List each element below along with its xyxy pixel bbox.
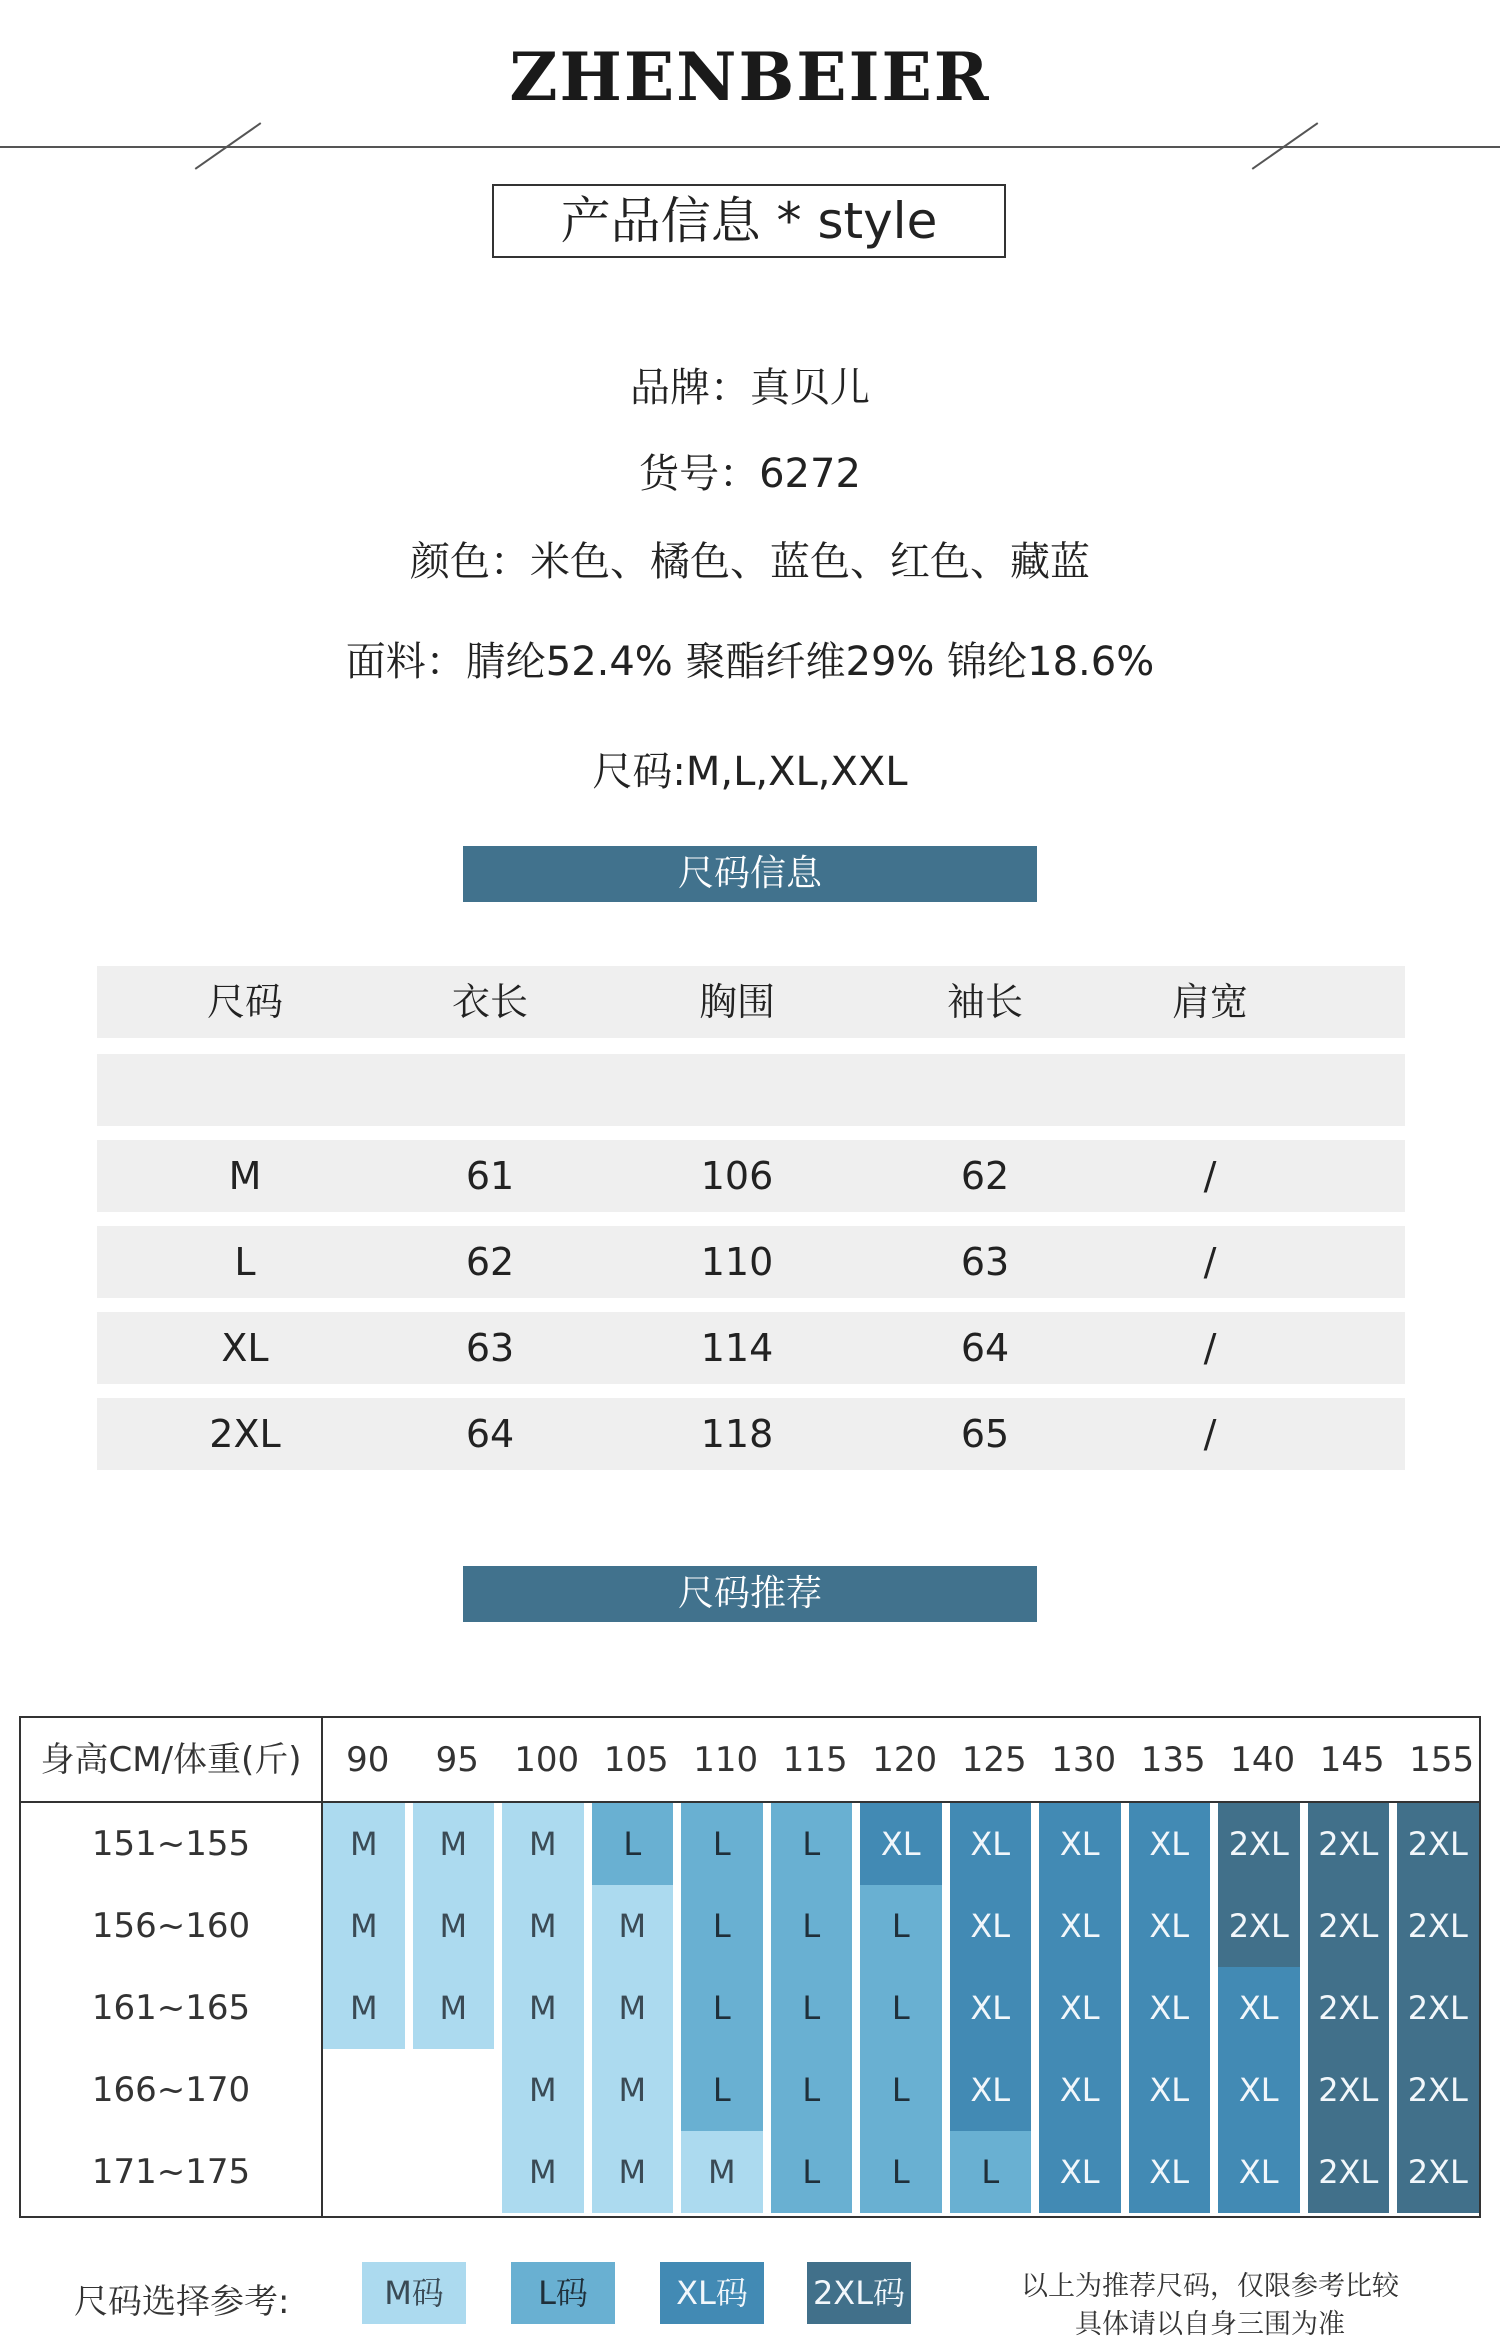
grid-weight-header: 135 — [1140, 1740, 1206, 1780]
note-line-2: 具体请以自身三围为准 — [1075, 2309, 1345, 2340]
grid-size-cell: XL — [1129, 2049, 1211, 2131]
size-table-row — [97, 1398, 1405, 1470]
size-table-cell: / — [1203, 1240, 1217, 1284]
grid-size-cell: 2XL — [1397, 2049, 1479, 2131]
size-table-spacer-row — [97, 1054, 1405, 1126]
grid-size-cell: 2XL — [1397, 1803, 1479, 1885]
size-table-cell: 114 — [700, 1326, 774, 1370]
grid-size-cell: L — [681, 1803, 763, 1885]
grid-size-cell: 2XL — [1308, 2049, 1390, 2131]
size-table-cell: 肩宽 — [1171, 980, 1248, 1024]
grid-size-cell: L — [771, 1967, 853, 2049]
grid-size-cell: M — [502, 1885, 584, 1967]
grid-size-cell: M — [413, 1885, 495, 1967]
grid-size-cell: XL — [1129, 2131, 1211, 2213]
grid-size-cell: XL — [1129, 1885, 1211, 1967]
grid-size-cell: L — [950, 2131, 1032, 2213]
size-table-cell: 61 — [465, 1154, 515, 1198]
sizes-line: 尺码:M,L,XL,XXL — [592, 749, 908, 795]
grid-size-cell: L — [681, 1885, 763, 1967]
grid-weight-header: 140 — [1230, 1740, 1296, 1780]
grid-height-label: 171~175 — [91, 2152, 251, 2192]
grid-size-cell: XL — [1129, 1967, 1211, 2049]
legend-m: M码 — [362, 2262, 466, 2324]
grid-size-cell: M — [323, 1967, 405, 2049]
product-info-title: 产品信息 * style — [492, 184, 1006, 258]
grid-weight-header: 105 — [603, 1740, 669, 1780]
grid-weight-header: 110 — [693, 1740, 759, 1780]
grid-size-cell: L — [860, 2131, 942, 2213]
grid-size-cell: 2XL — [1308, 1803, 1390, 1885]
item-number: 货号：6272 — [639, 451, 861, 497]
legend-l: L码 — [511, 2262, 615, 2324]
grid-weight-header: 125 — [961, 1740, 1027, 1780]
grid-size-cell: 2XL — [1397, 2131, 1479, 2213]
grid-size-cell: XL — [1218, 1967, 1300, 2049]
grid-size-cell: 2XL — [1308, 2131, 1390, 2213]
grid-weight-header: 115 — [782, 1740, 848, 1780]
grid-size-cell: 2XL — [1397, 1967, 1479, 2049]
grid-size-cell: M — [502, 2131, 584, 2213]
legend-2xl: 2XL码 — [807, 2262, 911, 2324]
grid-size-cell: XL — [950, 1803, 1032, 1885]
grid-weight-header: 95 — [435, 1740, 479, 1780]
legend-xl: XL码 — [660, 2262, 764, 2324]
grid-size-cell: XL — [1218, 2131, 1300, 2213]
grid-size-cell: XL — [950, 1967, 1032, 2049]
grid-size-cell: L — [860, 1885, 942, 1967]
grid-size-cell: XL — [950, 2049, 1032, 2131]
grid-height-label: 161~165 — [91, 1988, 251, 2028]
note-line-1: 以上为推荐尺码，仅限参考比较 — [1021, 2271, 1399, 2302]
size-table-cell: 尺码 — [206, 980, 283, 1024]
grid-size-cell: 2XL — [1218, 1803, 1300, 1885]
size-table-cell: 110 — [700, 1240, 774, 1284]
grid-size-cell: XL — [1129, 1803, 1211, 1885]
grid-size-cell: M — [413, 1803, 495, 1885]
size-table-cell: 衣长 — [451, 980, 528, 1024]
grid-size-cell: M — [681, 2131, 763, 2213]
size-recommend-banner: 尺码推荐 — [463, 1566, 1037, 1622]
size-table-cell: 65 — [960, 1412, 1010, 1456]
brand-line: 品牌：真贝儿 — [630, 365, 870, 411]
grid-size-cell: 2XL — [1308, 1967, 1390, 2049]
grid-size-cell: M — [502, 1803, 584, 1885]
grid-size-cell: L — [860, 1967, 942, 2049]
grid-size-cell: M — [413, 1967, 495, 2049]
brand-logo: ZHENBEIER — [509, 38, 991, 116]
grid-height-label: 151~155 — [91, 1824, 251, 1864]
grid-size-cell: L — [681, 1967, 763, 2049]
fabric-line: 面料：腈纶52.4% 聚酯纤维29% 锦纶18.6% — [345, 639, 1155, 685]
grid-weight-header: 120 — [872, 1740, 938, 1780]
size-table-row — [97, 1312, 1405, 1384]
grid-weight-header: 145 — [1319, 1740, 1385, 1780]
grid-height-label: 156~160 — [91, 1906, 251, 1946]
size-table-cell: 63 — [960, 1240, 1010, 1284]
grid-size-cell: M — [502, 1967, 584, 2049]
grid-size-cell: L — [771, 1803, 853, 1885]
colors-line: 颜色：米色、橘色、蓝色、红色、藏蓝 — [410, 539, 1090, 585]
grid-size-cell: M — [592, 2049, 674, 2131]
grid-size-cell: 2XL — [1308, 1885, 1390, 1967]
grid-size-cell: XL — [950, 1885, 1032, 1967]
size-table-cell: 袖长 — [946, 980, 1023, 1024]
grid-size-cell: XL — [1039, 1803, 1121, 1885]
size-table-row — [97, 1140, 1405, 1212]
grid-size-cell: M — [592, 1885, 674, 1967]
grid-size-cell: XL — [1039, 2049, 1121, 2131]
size-table-cell: M — [228, 1154, 262, 1198]
grid-corner-label: 身高CM/体重(斤) — [40, 1740, 302, 1780]
grid-size-cell: 2XL — [1218, 1885, 1300, 1967]
grid-size-cell: XL — [1039, 2131, 1121, 2213]
size-table-cell: / — [1203, 1326, 1217, 1370]
grid-size-cell: XL — [1039, 1885, 1121, 1967]
grid-size-cell: L — [771, 2049, 853, 2131]
grid-size-cell: L — [592, 1803, 674, 1885]
legend-title: 尺码选择参考: — [74, 2282, 290, 2322]
grid-size-cell: L — [771, 1885, 853, 1967]
size-table-cell: 62 — [960, 1154, 1010, 1198]
size-table-cell: / — [1203, 1412, 1217, 1456]
grid-size-cell: L — [860, 2049, 942, 2131]
grid-size-cell: XL — [1218, 2049, 1300, 2131]
grid-size-cell: L — [771, 2131, 853, 2213]
grid-size-cell: M — [592, 2131, 674, 2213]
size-table-cell: 64 — [960, 1326, 1010, 1370]
size-table-row — [97, 1226, 1405, 1298]
grid-height-label: 166~170 — [91, 2070, 251, 2110]
size-info-banner: 尺码信息 — [463, 846, 1037, 902]
grid-size-cell: XL — [1039, 1967, 1121, 2049]
size-table-cell: 62 — [465, 1240, 515, 1284]
size-table-cell: 胸围 — [698, 980, 775, 1024]
grid-weight-header: 130 — [1051, 1740, 1117, 1780]
grid-weight-header: 100 — [514, 1740, 580, 1780]
grid-size-cell: M — [323, 1885, 405, 1967]
size-table-cell: 106 — [700, 1154, 774, 1198]
grid-size-cell: M — [323, 1803, 405, 1885]
size-table-cell: / — [1203, 1154, 1217, 1198]
grid-size-cell: M — [502, 2049, 584, 2131]
size-table-cell: L — [234, 1240, 256, 1284]
grid-size-cell: M — [592, 1967, 674, 2049]
grid-weight-header: 155 — [1409, 1740, 1475, 1780]
grid-size-cell: XL — [860, 1803, 942, 1885]
size-table-cell: 63 — [465, 1326, 515, 1370]
size-table-cell: XL — [221, 1326, 269, 1370]
grid-weight-header: 90 — [346, 1740, 390, 1780]
size-table-cell: 2XL — [209, 1412, 281, 1456]
size-table-cell: 118 — [700, 1412, 774, 1456]
grid-size-cell: 2XL — [1397, 1885, 1479, 1967]
size-table-cell: 64 — [465, 1412, 515, 1456]
grid-size-cell: L — [681, 2049, 763, 2131]
size-table-header — [97, 966, 1405, 1038]
